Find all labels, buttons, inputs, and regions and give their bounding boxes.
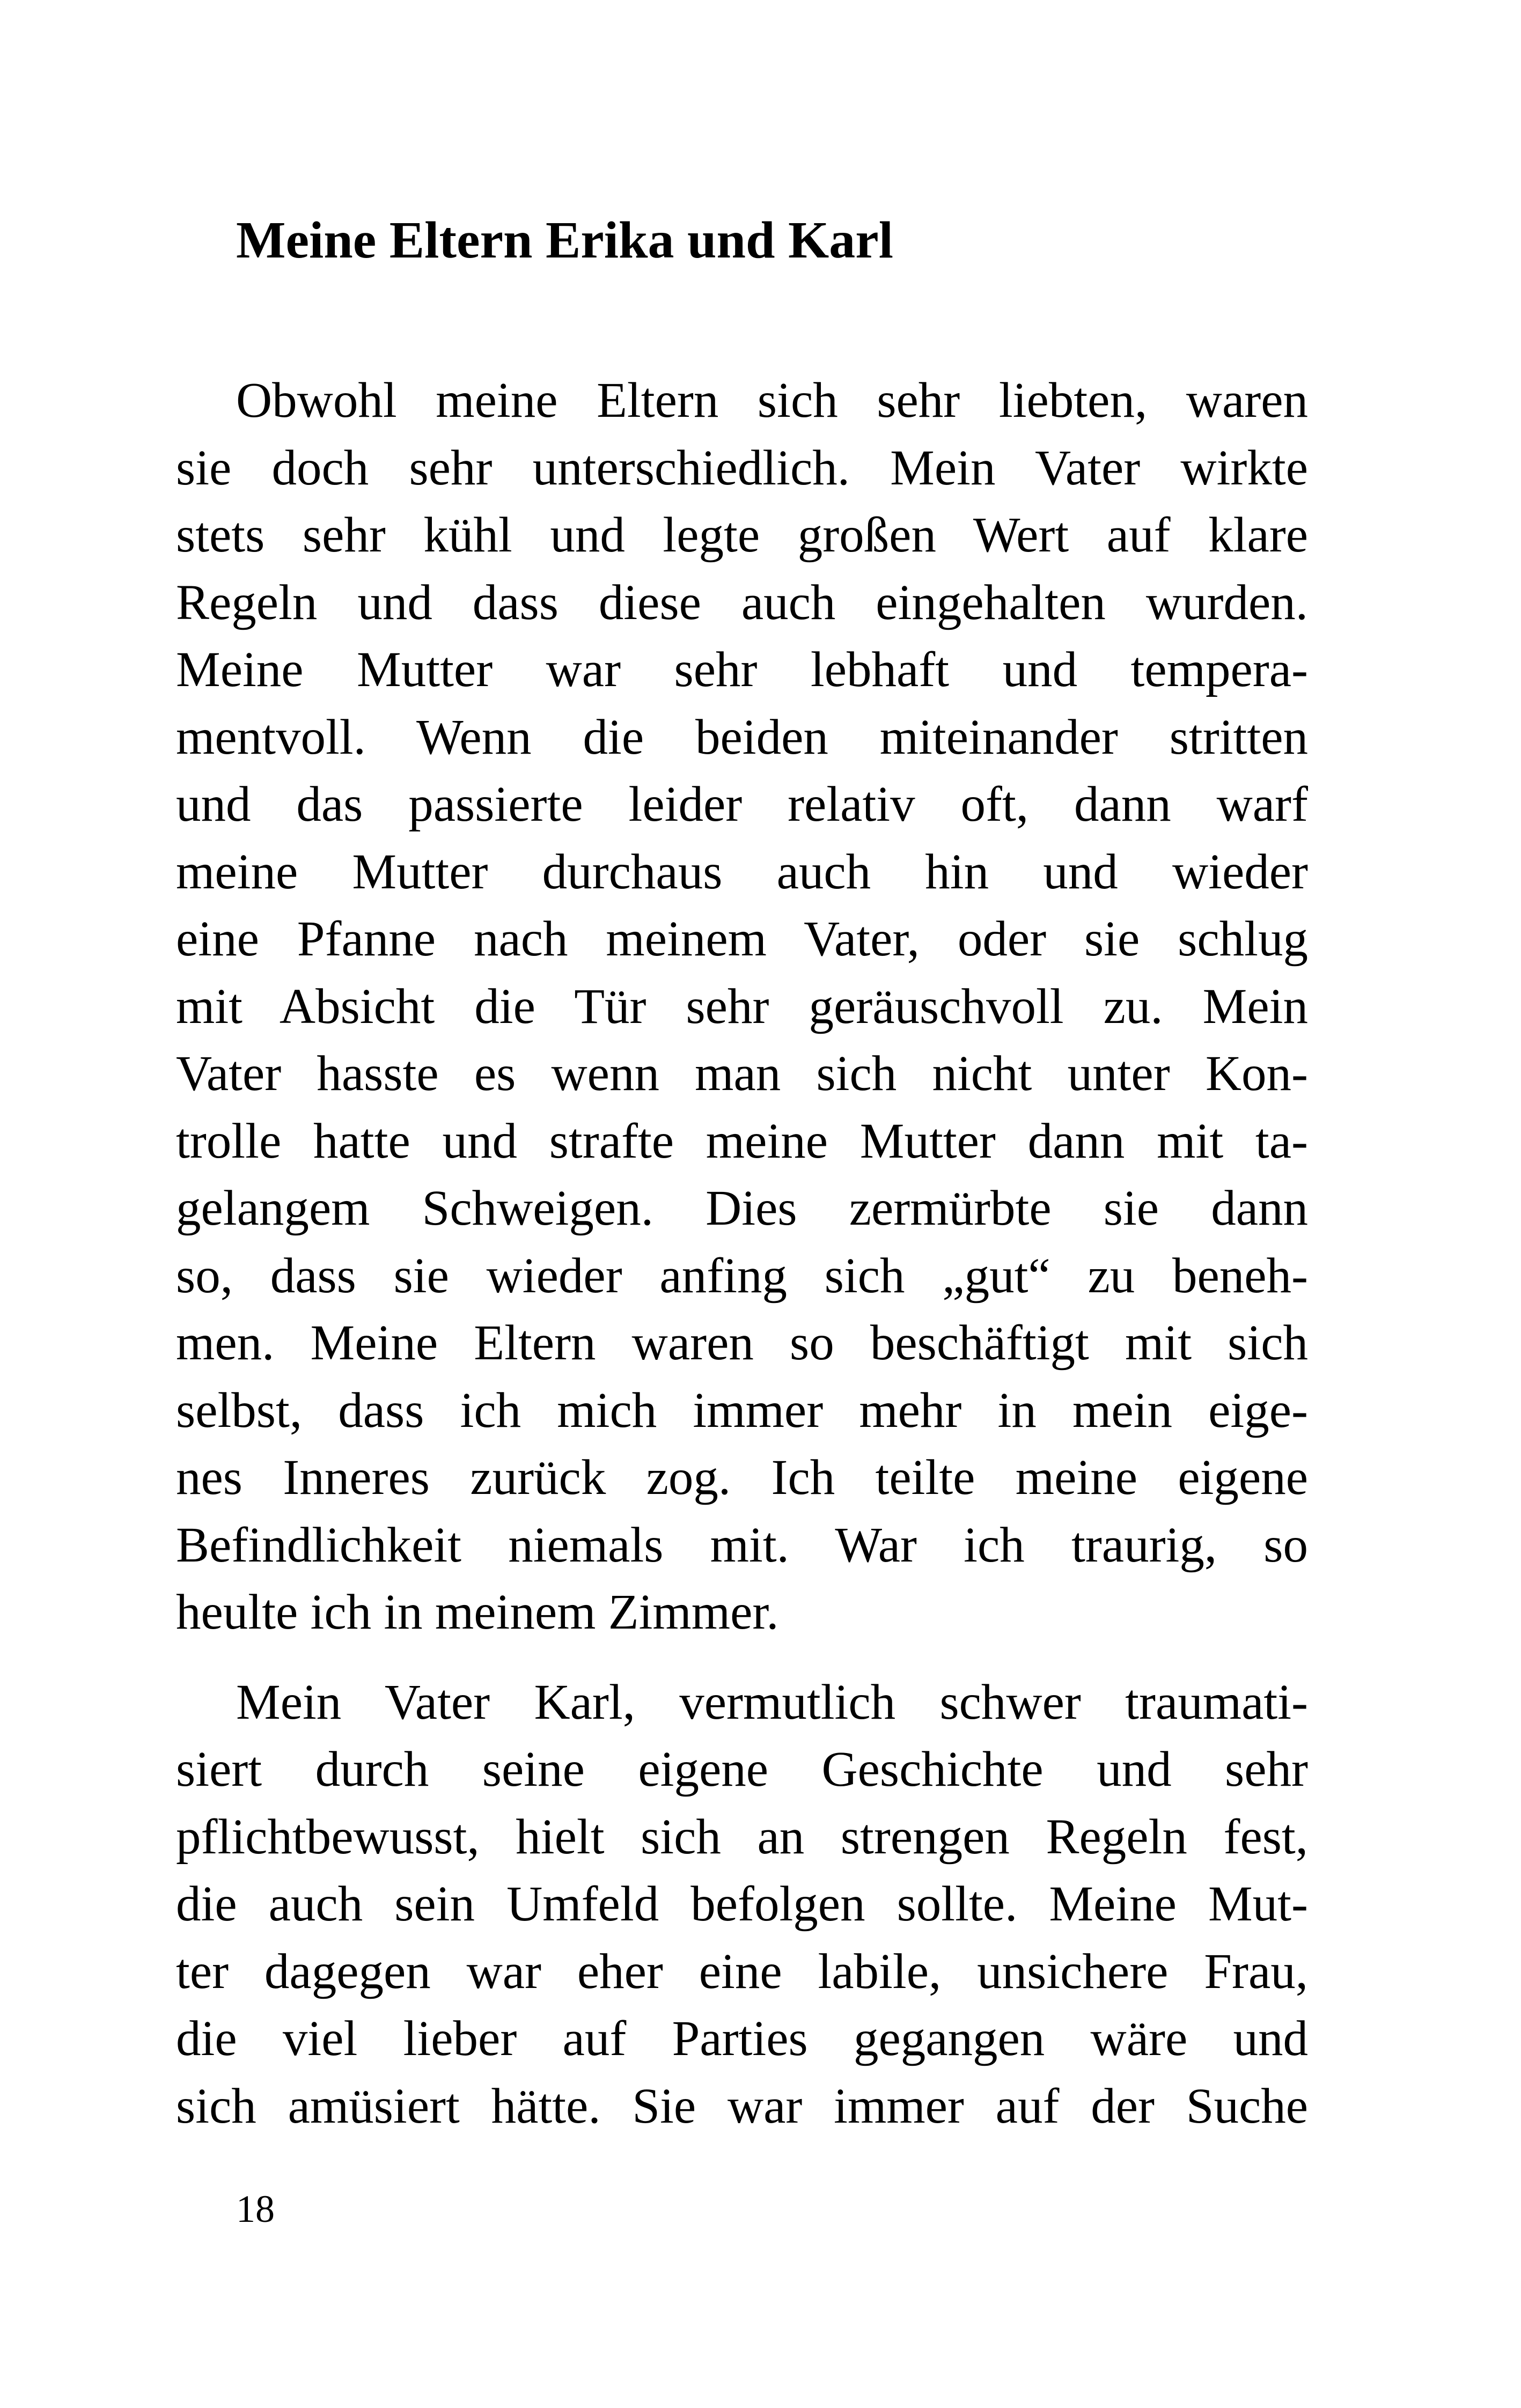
paragraph-1-line: gelangem Schweigen. Dies zermürbte sie dann (176, 1181, 1308, 1236)
paragraph-2-line: siert durch seine eigene Geschichte und sehr (176, 1742, 1308, 1797)
paragraph-1-line: Befindlichkeit niemals mit. War ich traurig, so (176, 1517, 1308, 1573)
paragraph-spacer (176, 1646, 1308, 1669)
paragraph-1-line: meine Mutter durchaus auch hin und wieder (176, 844, 1308, 900)
paragraph-1-line: sie doch sehr unterschiedlich. Mein Vater wirkte (176, 440, 1308, 496)
paragraph-1-line: heulte ich in meinem Zimmer. (176, 1585, 779, 1640)
paragraph-2-line: die auch sein Umfeld befolgen sollte. Meine Mut- (176, 1876, 1308, 1932)
paragraph-2-line: sich amüsiert hätte. Sie war immer auf der Suche (176, 2078, 1308, 2134)
paragraph-1-line: Meine Mutter war sehr lebhaft und tempera- (176, 642, 1308, 697)
paragraph-2-line: die viel lieber auf Parties gegangen wäre und (176, 2011, 1308, 2066)
paragraph-1-line: mentvoll. Wenn die beiden miteinander stritten (176, 709, 1308, 765)
paragraph-1-line: Regeln und dass diese auch eingehalten wurden. (176, 575, 1308, 630)
paragraph-1-line: mit Absicht die Tür sehr geräuschvoll zu. Mein (176, 978, 1308, 1034)
paragraph-2-line: pflichtbewusst, hielt sich an strengen Regeln fest, (176, 1809, 1308, 1865)
page-number: 18 (236, 2188, 275, 2230)
paragraph-1-line: stets sehr kühl und legte großen Wert auf klare (176, 507, 1308, 563)
paragraph-1-line: Obwohl meine Eltern sich sehr liebten, waren (236, 373, 1308, 428)
paragraph-1-line: trolle hatte und strafte meine Mutter dann mit ta- (176, 1113, 1308, 1169)
paragraph-1-line: Vater hasste es wenn man sich nicht unter Kon- (176, 1046, 1308, 1101)
chapter-body (176, 367, 1308, 2140)
paragraph-1-line: nes Inneres zurück zog. Ich teilte meine eigene (176, 1450, 1308, 1505)
paragraph-1-line: eine Pfanne nach meinem Vater, oder sie schlug (176, 911, 1308, 967)
paragraph-1-line: selbst, dass ich mich immer mehr in mein eige- (176, 1382, 1308, 1438)
paragraph-1-line: und das passierte leider relativ oft, dann warf (176, 777, 1308, 832)
paragraph-1-line: men. Meine Eltern waren so beschäftigt mit sich (176, 1315, 1308, 1371)
paragraph-2-line: Mein Vater Karl, vermutlich schwer traumati- (236, 1674, 1308, 1730)
paragraph-1-line: so, dass sie wieder anfing sich „gut“ zu beneh- (176, 1248, 1308, 1304)
chapter-heading: Meine Eltern Erika und Karl (236, 211, 893, 269)
paragraph-2-line: ter dagegen war eher eine labile, unsichere Frau, (176, 1943, 1308, 1999)
